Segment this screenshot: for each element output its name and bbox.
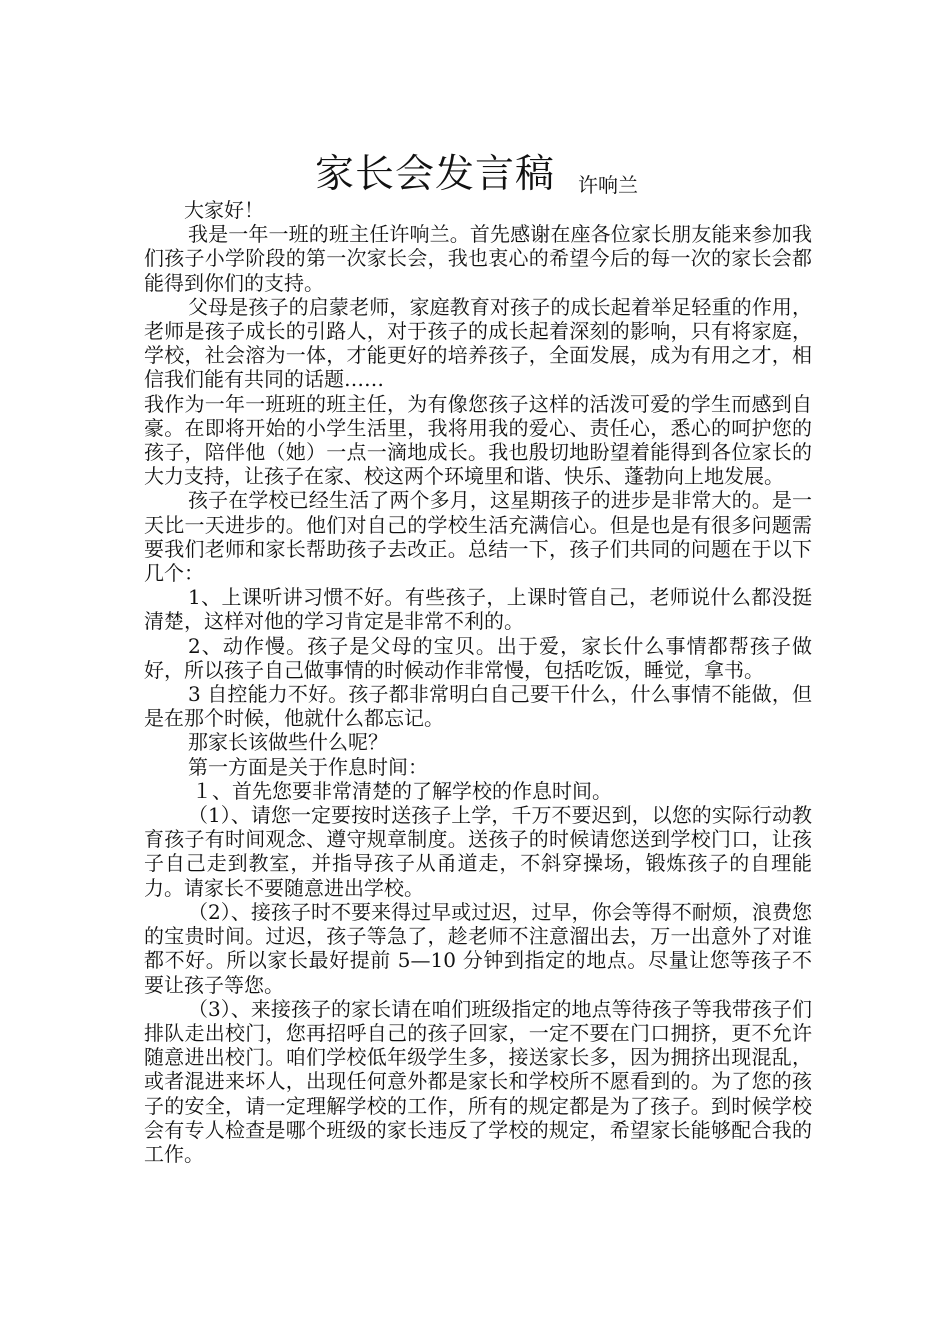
paragraph: 父母是孩子的启蒙老师，家庭教育对孩子的成长起着举足轻重的作用，老师是孩子成长的引路人，对于孩子的成长起着深刻的影响，只有将家庭，学校，社会溶为一体，才能更好的培养孩子，全面发展，成为有用之才，相信我们能有共同的话题…… (144, 294, 812, 392)
list-item: （2）、接孩子时不要来得过早或过迟，过早，你会等得不耐烦，浪费您的宝贵时间。过迟，孩子等急了，趁老师不注意溜出去，万一出意外了对谁都不好。所以家长最好提前 5—10 分钟到指定的地点。尽量让您等孩子不要让孩子等您。 (144, 899, 812, 997)
list-item: 2、动作慢。孩子是父母的宝贝。出于爱，家长什么事情都帮孩子做好，所以孩子自己做事情的时候动作非常慢，包括吃饭，睡觉，拿书。 (144, 633, 812, 682)
list-item: 1、上课听讲习惯不好。有些孩子，上课时管自己，老师说什么都没挺清楚，这样对他的学习肯定是非常不利的。 (144, 585, 812, 634)
author-name: 许响兰 (578, 173, 638, 197)
paragraph: 孩子在学校已经生活了两个多月，这星期孩子的进步是非常大的。是一天比一天进步的。他们对自己的学校生活充满信心。但是也是有很多问题需要我们老师和家长帮助孩子去改正。总结一下，孩子们共同的问题在于以下几个： (144, 488, 812, 586)
document-body (144, 198, 812, 1166)
section-heading: 第一方面是关于作息时间： (188, 754, 428, 779)
list-item: 3 自控能力不好。孩子都非常明白自己要干什么，什么事情不能做，但是在那个时候，他就什么都忘记。 (144, 682, 812, 731)
paragraph: 我是一年一班的班主任许响兰。首先感谢在座各位家长朋友能来参加我们孩子小学阶段的第一次家长会，我也衷心的希望今后的每一次的家长会都能得到你们的支持。 (144, 222, 812, 295)
document-title: 家长会发言稿 (314, 152, 555, 198)
paragraph: 那家长该做些什么呢？ (188, 730, 388, 755)
greeting: 大家好！ (184, 198, 264, 222)
list-item: （1）、请您一定要按时送孩子上学，千万不要迟到，以您的实际行动教育孩子有时间观念、遵守规章制度。送孩子的时候请您送到学校门口，让孩子自己走到教室，并指导孩子从甬道走，不斜穿操场，锻炼孩子的自理能力。请家长不要随意进出学校。 (144, 803, 812, 900)
paragraph: 我作为一年一班班的班主任，为有像您孩子这样的活泼可爱的学生而感到自豪。在即将开始的小学生活里，我将用我的爱心、责任心，悉心的呵护您的孩子，陪伴他（她）一点一滴地成长。我也殷切地盼望着能得到各位家长的大力支持，让孩子在家、校这两个环境里和谐、快乐、蓬勃向上地发展。 (144, 391, 812, 489)
list-item: （3）、来接孩子的家长请在咱们班级指定的地点等待孩子等我带孩子们排队走出校门，您再招呼自己的孩子回家，一定不要在门口拥挤，更不允许随意进出校门。咱们学校低年级学生多，接送家长多，因为拥挤出现混乱，或者混进来坏人，出现任何意外都是家长和学校所不愿看到的。为了您的孩子的安全，请一定理解学校的工作，所有的规定都是为了孩子。到时候学校会有专人检查是哪个班级的家长违反了学校的规定，希望家长能够配合我的工作。 (144, 996, 812, 1166)
list-item: １、首先您要非常清楚的了解学校的作息时间。 (192, 778, 612, 803)
